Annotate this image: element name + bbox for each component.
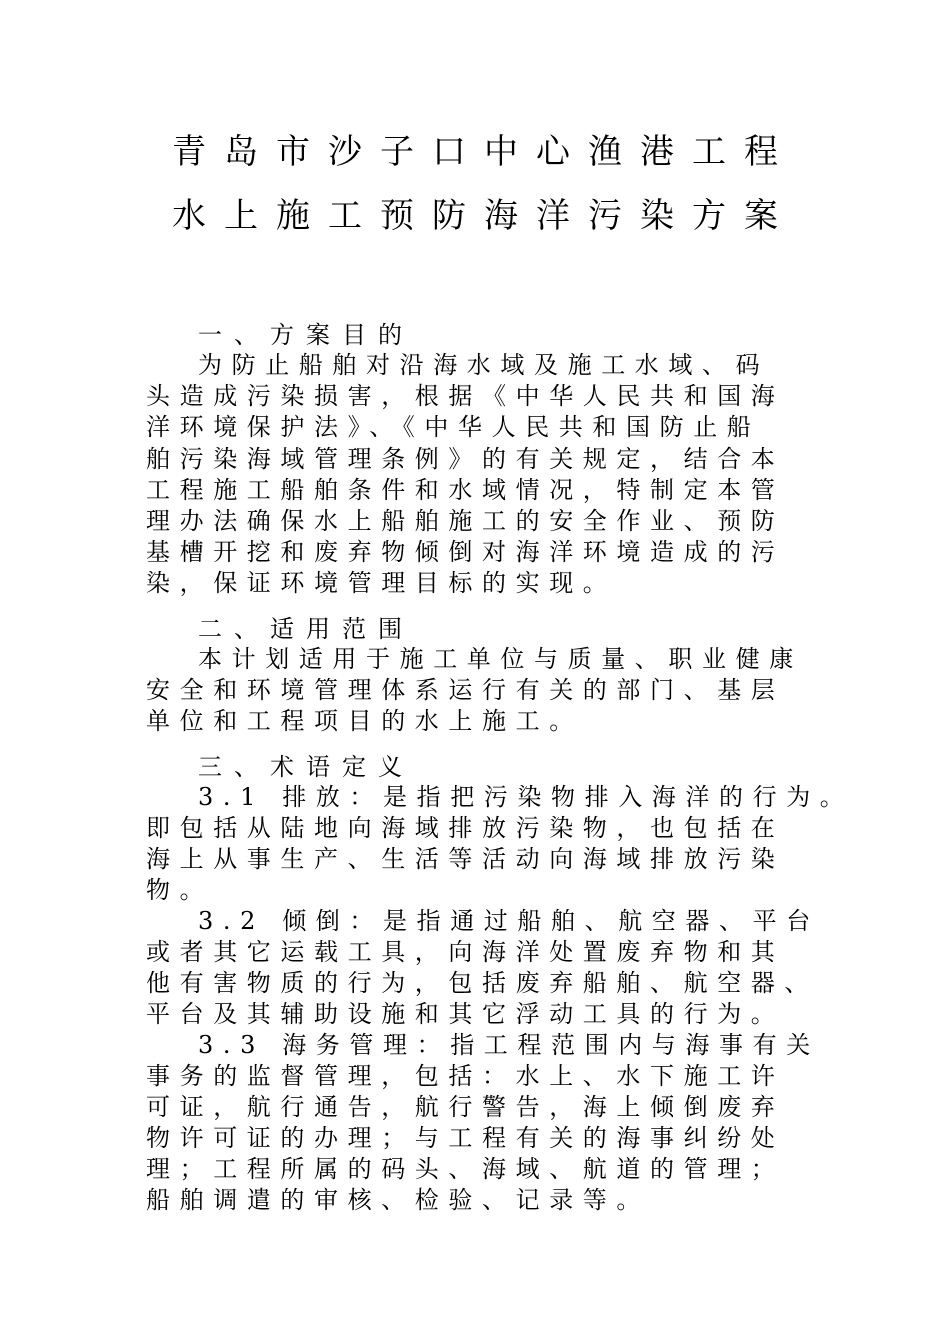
paragraph-line: 3.3 海务管理：指工程范围内与海事有关 [198, 1031, 820, 1059]
paragraph-line: 可证，航行通告，航行警告，海上倾倒废弃 [146, 1093, 785, 1121]
paragraph-line: 船舶调遣的审核、检验、记录等。 [146, 1186, 650, 1214]
section-1-heading: 一、方案目的 [198, 321, 414, 349]
section-3-heading: 三、术语定义 [198, 753, 414, 781]
paragraph-line: 为防止船舶对沿海水域及施工水域、码 [198, 351, 770, 379]
paragraph-line: 工程施工船舶条件和水域情况，特制定本管 [146, 476, 785, 504]
paragraph-line: 或者其它运载工具，向海洋处置废弃物和其 [146, 938, 785, 966]
paragraph-line: 洋环境保护法》、《中华人民共和国防止船 [146, 413, 761, 441]
paragraph-line: 理办法确保水上船舶施工的安全作业、预防 [146, 507, 785, 535]
paragraph-line: 事务的监督管理，包括：水上、水下施工许 [146, 1062, 785, 1090]
paragraph-line: 染，保证环境管理目标的实现。 [146, 569, 617, 597]
paragraph-line: 舶污染海域管理条例》的有关规定，结合本 [146, 445, 785, 473]
paragraph-line: 平台及其辅助设施和其它浮动工具的行为。 [146, 1000, 785, 1028]
paragraph-line: 3.1 排放：是指把污染物排入海洋的行为。 [198, 783, 854, 811]
paragraph-line: 海上从事生产、生活等活动向海域排放污染 [146, 845, 785, 873]
section-2-heading: 二、适用范围 [198, 615, 414, 643]
document-title-line-1: 青岛市沙子口中心渔港工程 [172, 132, 796, 172]
paragraph-line: 他有害物质的行为，包括废弃船舶、航空器、 [146, 969, 818, 997]
paragraph-line: 基槽开挖和废弃物倾倒对海洋环境造成的污 [146, 538, 785, 566]
paragraph-line: 头造成污染损害，根据《中华人民共和国海 [146, 382, 785, 410]
paragraph-line: 物许可证的办理；与工程有关的海事纠纷处 [146, 1124, 785, 1152]
paragraph-line: 单位和工程项目的水上施工。 [146, 707, 583, 735]
paragraph-line: 本计划适用于施工单位与质量、职业健康 [198, 645, 803, 673]
paragraph-line: 3.2 倾倒：是指通过船舶、航空器、平台 [198, 907, 820, 935]
paragraph-line: 物。 [146, 876, 214, 904]
document-title-line-2: 水上施工预防海洋污染方案 [172, 196, 796, 236]
paragraph-line: 即包括从陆地向海域排放污染物，也包括在 [146, 814, 785, 842]
paragraph-line: 理；工程所属的码头、海域、航道的管理； [146, 1155, 785, 1183]
paragraph-line: 安全和环境管理体系运行有关的部门、基层 [146, 676, 785, 704]
